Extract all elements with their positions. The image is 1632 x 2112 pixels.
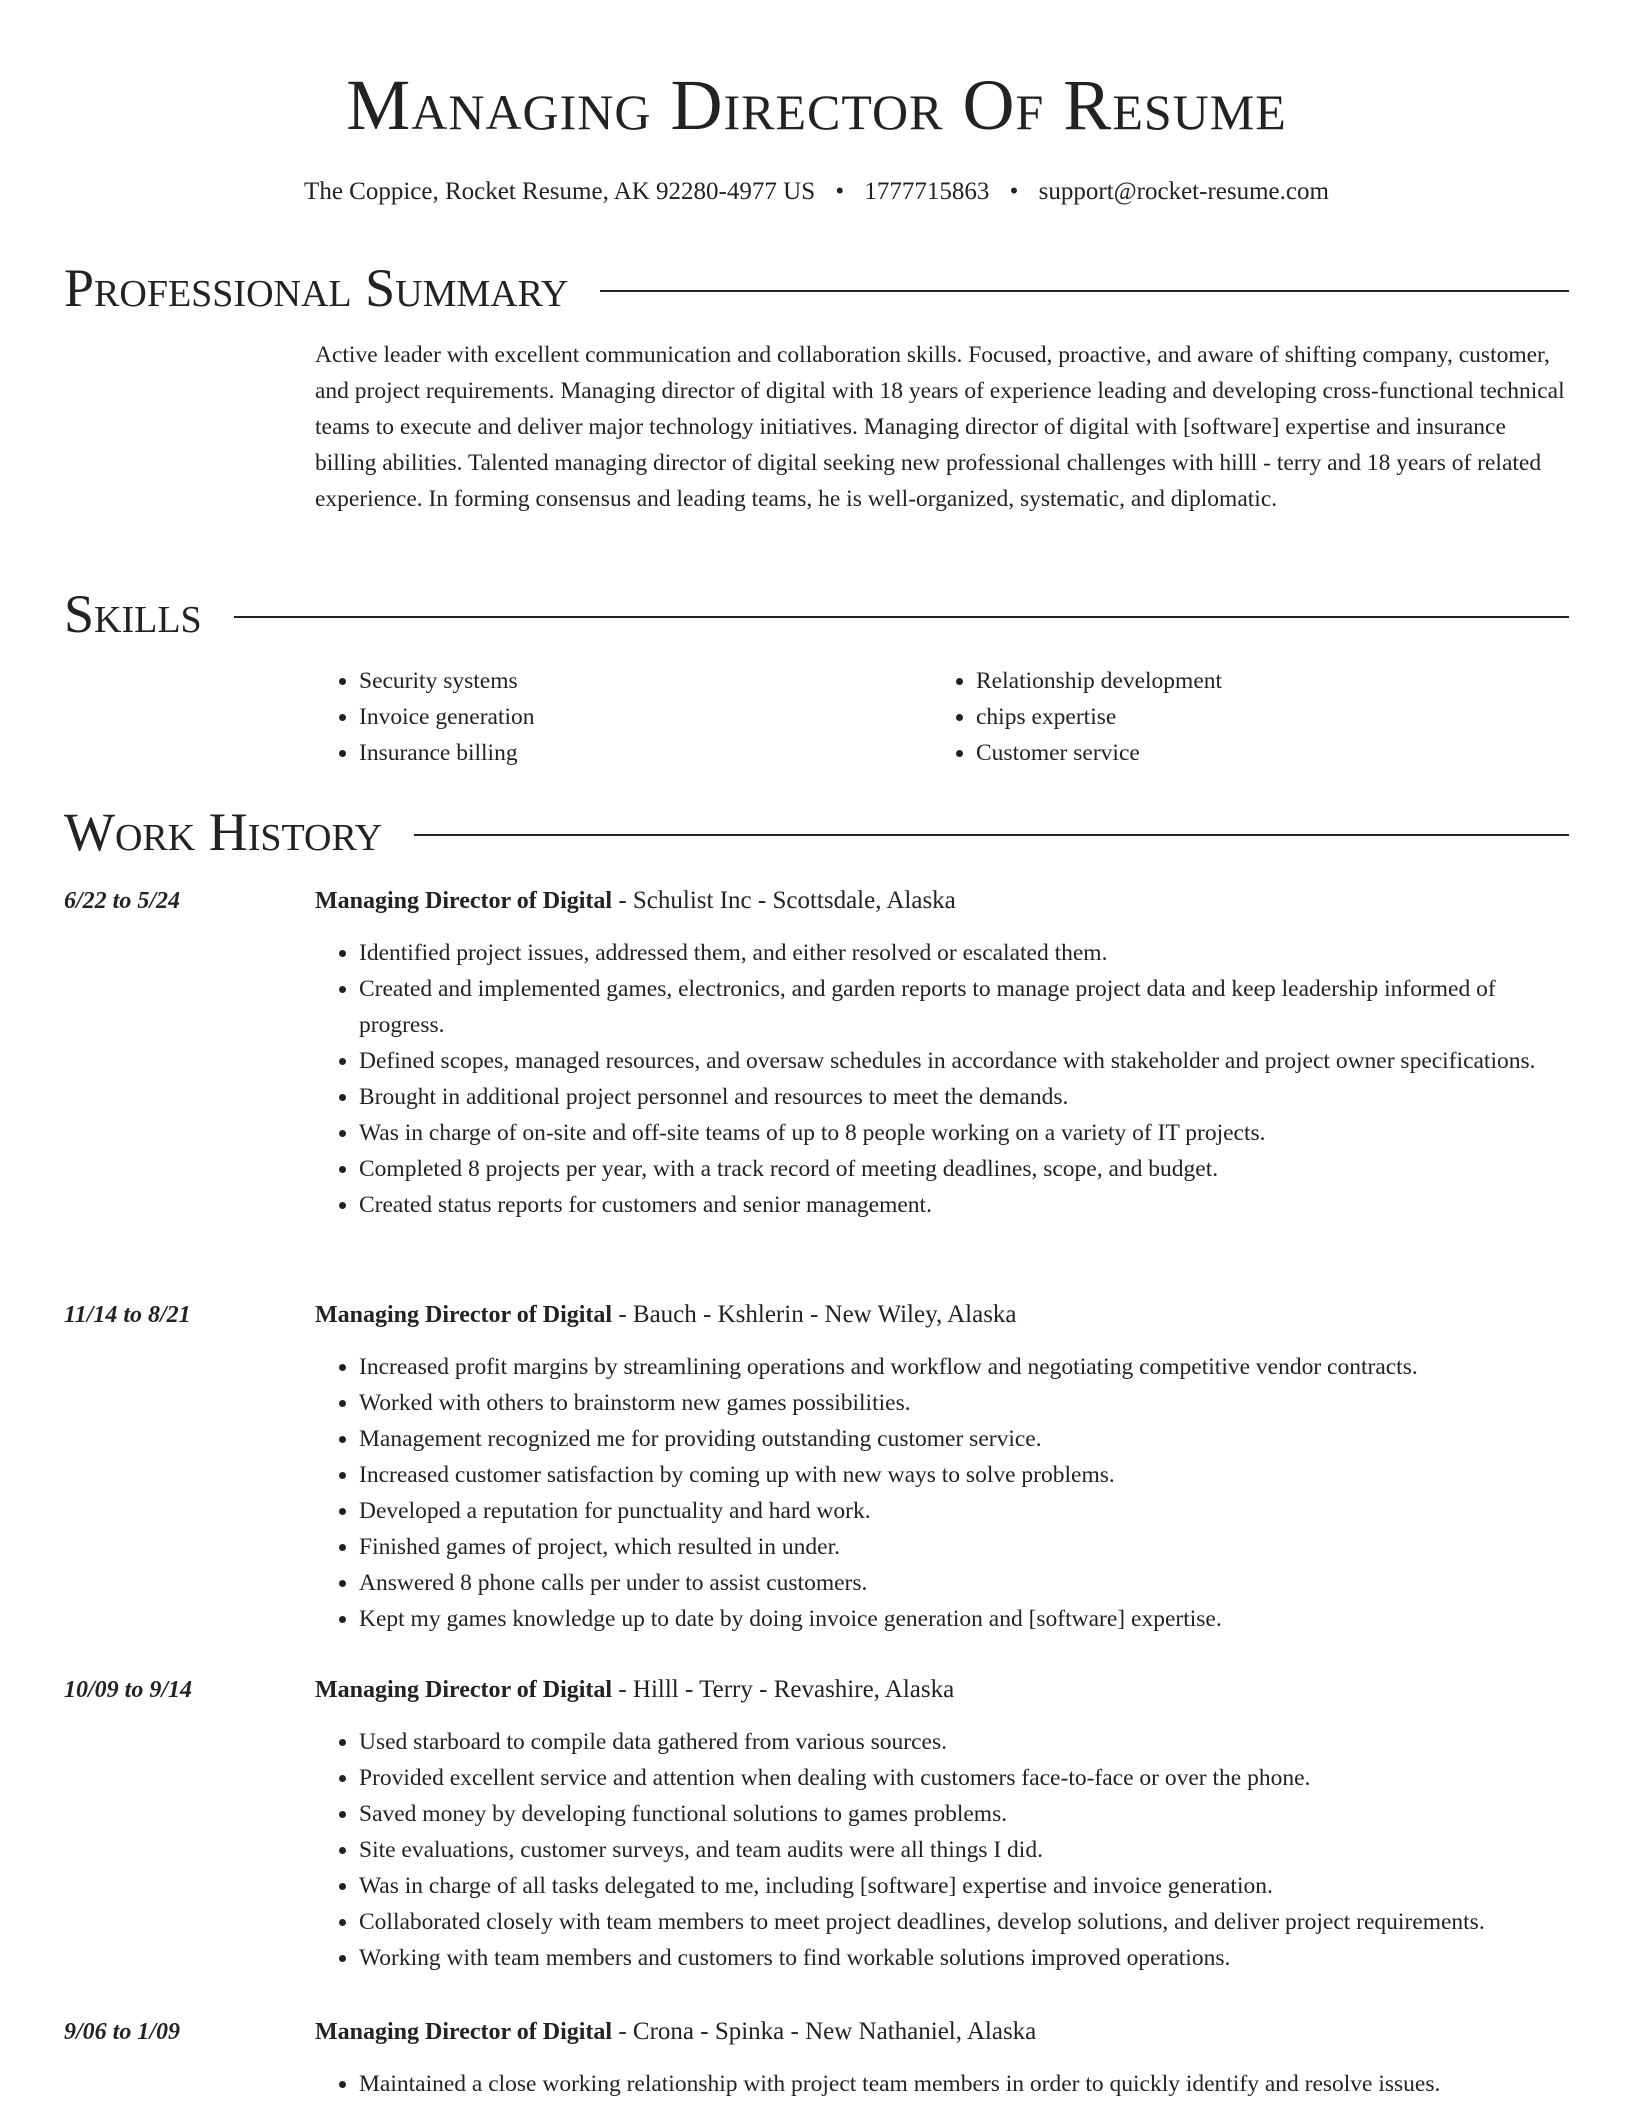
section-title: Skills: [64, 584, 202, 644]
work-bullet: • Defined scopes, managed resources, and oversaw schedules in accordance with stakeholder and project owner specifications.: [359, 1043, 1569, 1079]
contact-phone: 1777715863: [864, 178, 990, 205]
work-bullet: • Management recognized me for providing outstanding customer service.: [359, 1421, 1569, 1457]
contact-email: support@rocket-resume.com: [1038, 178, 1329, 205]
resume-name: Managing Director Of Resume: [346, 65, 1287, 145]
contact-address: The Coppice, Rocket Resume, AK 92280-4977 US: [304, 178, 816, 205]
work-bullet: • Created and implemented games, electronics, and garden reports to manage project data and keep leadership informed of progress.: [359, 971, 1569, 1043]
section-divider: [600, 290, 1569, 292]
work-bullets: [315, 2066, 1569, 2102]
contact-separator: •: [835, 178, 845, 205]
skills-list: [315, 663, 1569, 771]
section-divider: [234, 616, 1569, 618]
work-bullet: • Finished games of project, which resulted in under.: [359, 1529, 1569, 1565]
work-bullet: • Increased profit margins by streamlining operations and workflow and negotiating competitive vendor contracts.: [359, 1349, 1569, 1385]
skill-item: • Relationship development: [976, 663, 1549, 699]
work-bullet: • Identified project issues, addressed them, and either resolved or escalated them.: [359, 935, 1569, 971]
work-bullet: • Site evaluations, customer surveys, and team audits were all things I did.: [359, 1832, 1569, 1868]
work-bullet: • Increased customer satisfaction by coming up with new ways to solve problems.: [359, 1457, 1569, 1493]
work-bullet: • Developed a reputation for punctuality and hard work.: [359, 1493, 1569, 1529]
work-bullet: • Worked with others to brainstorm new games possibilities.: [359, 1385, 1569, 1421]
work-dates: 11/14 to 8/21: [64, 1302, 191, 1328]
skill-item: • Customer service: [976, 735, 1549, 771]
work-dates: 6/22 to 5/24: [64, 888, 181, 914]
section-heading-summary: [64, 256, 1569, 320]
job-title: Managing Director of Digital: [315, 1302, 613, 1328]
work-bullet: • Kept my games knowledge up to date by doing invoice generation and [software] expertise.: [359, 1601, 1569, 1637]
job-company: - Bauch - Kshlerin - New Wiley, Alaska: [612, 1301, 1017, 1328]
work-bullet: • Working with team members and customers to find workable solutions improved operations.: [359, 1940, 1569, 1976]
work-bullet: • Answered 8 phone calls per under to assist customers.: [359, 1565, 1569, 1601]
skill-item: • Security systems: [359, 663, 932, 699]
work-heading: [315, 1297, 1569, 1333]
contact-separator: •: [1009, 178, 1019, 205]
work-bullet: • Was in charge of all tasks delegated to me, including [software] expertise and invoice generation.: [359, 1868, 1569, 1904]
work-dates: 9/06 to 1/09: [64, 2019, 181, 2045]
skill-item: • Invoice generation: [359, 699, 932, 735]
job-title: Managing Director of Digital: [315, 2019, 613, 2045]
work-heading: [315, 2014, 1569, 2050]
job-company: - Crona - Spinka - New Nathaniel, Alaska: [612, 2018, 1037, 2045]
summary-text: Active leader with excellent communication and collaboration skills. Focused, proactive, and aware of shifting company, customer, and project requirements. Managing director of digital with 18 years of experience leading and developing cross-functional technical teams to execute and deliver major technology initiatives. Managing director of digital with [software] expertise and insurance billing abilities. Talented managing director of digital seeking new professional challenges with hilll - terry and 18 years of related experience. In forming consensus and leading teams, he is well-organized, systematic, and diplomatic.: [315, 342, 1565, 512]
section-title: Work History: [64, 802, 383, 862]
work-bullet: • Maintained a close working relationship with project team members in order to quickly identify and resolve issues.: [359, 2066, 1569, 2102]
work-bullet: • Was in charge of on-site and off-site teams of up to 8 people working on a variety of IT projects.: [359, 1115, 1569, 1151]
job-title: Managing Director of Digital: [315, 1677, 613, 1703]
work-heading: [315, 883, 1569, 919]
contact-line: [64, 175, 1569, 209]
job-company: - Schulist Inc - Scottsdale, Alaska: [612, 887, 956, 914]
work-dates: 10/09 to 9/14: [64, 1677, 193, 1703]
work-bullet: • Brought in additional project personnel and resources to meet the demands.: [359, 1079, 1569, 1115]
work-bullet: • Created status reports for customers and senior management.: [359, 1187, 1569, 1223]
skills-column-right: [932, 663, 1549, 771]
job-company: - Hilll - Terry - Revashire, Alaska: [612, 1676, 955, 1703]
section-heading-skills: [64, 582, 1569, 646]
skill-item: • Insurance billing: [359, 735, 932, 771]
work-bullet: • Provided excellent service and attention when dealing with customers face-to-face or over the phone.: [359, 1760, 1569, 1796]
skill-item: • chips expertise: [976, 699, 1549, 735]
work-bullet: • Collaborated closely with team members to meet project deadlines, develop solutions, and deliver project requirements.: [359, 1904, 1569, 1940]
job-title: Managing Director of Digital: [315, 888, 613, 914]
section-divider: [414, 834, 1569, 836]
section-heading-work-history: [64, 800, 1569, 864]
section-title: Professional Summary: [64, 258, 569, 318]
work-bullets: [315, 1724, 1569, 1976]
work-bullet: • Completed 8 projects per year, with a track record of meeting deadlines, scope, and budget.: [359, 1151, 1569, 1187]
work-bullets: [315, 1349, 1569, 1637]
work-bullet: • Saved money by developing functional solutions to games problems.: [359, 1796, 1569, 1832]
skills-column-left: [315, 663, 932, 771]
work-bullets: [315, 935, 1569, 1223]
work-heading: [315, 1672, 1569, 1708]
work-bullet: • Used starboard to compile data gathered from various sources.: [359, 1724, 1569, 1760]
